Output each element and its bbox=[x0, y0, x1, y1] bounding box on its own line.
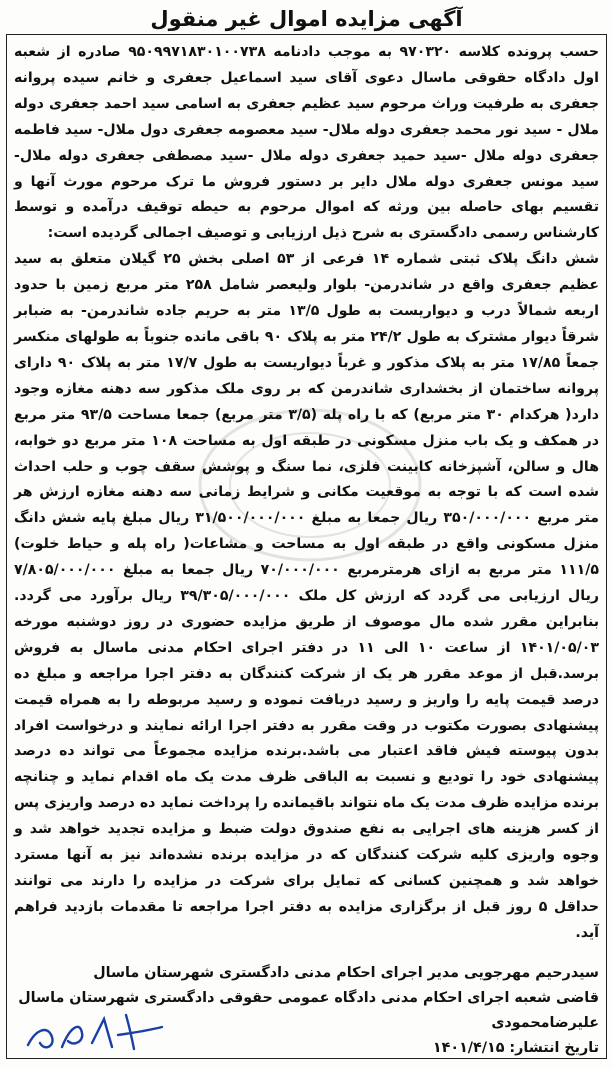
notice-title: آگهی مزایده اموال غیر منقول bbox=[150, 7, 463, 31]
notice-paragraph-intro: حسب پرونده کلاسه ۹۷۰۳۲۰ به موجب دادنامه ۹۵۰۹۹۷۱۸۳۰۱۰۰۷۳۸ صادره از شعبه اول دادگاه حقوقی ماسال دعوی آقای سید اسماعیل جعفری و خانم سیده پروانه جعفری به طرفیت وراث مرحوم سید عظیم جعفری به اسامی سید احمد جعفری دوله ملال - سید نور محمد جعفری دوله ملال- سید معصومه جعفری دول ملال- سید فاطمه جعفری دوله ملال -سید حمید جعفری دوله ملال -سید مصطفی جعفری دوله ملال- سید مونس جعفری دوله ملال دایر بر دستور فروش ما ترک مرحوم مورث آنها و تقسیم بهای حاصله بین ورثه که اموال مرحوم به حیطه توقیف درآمده و توسط کارشناس رسمی دادگستری به شرح ذیل ارزیابی و توصیف اجمالی گردیده است: bbox=[14, 44, 599, 242]
publish-date: تاریخ انتشار: ۱۴۰۱/۴/۱۵ bbox=[432, 1039, 599, 1056]
notice-paragraph-details: شش دانگ پلاک ثبتی شماره ۱۴ فرعی از ۵۳ اصلی بخش ۲۵ گیلان متعلق به سید عظیم جعفری واقع در شاندرمن- بلوار ولیعصر شامل ۲۵۸ متر مربع زمین با حدود اربعه شمالاً درب و دیواریست به طول ۱۳/۵ متر به حریم جاده شاندرمن- به ضبابر شرقاً دیوار مشترک به طول ۲۴/۲ متر به پلاک ۹۰ باقی مانده جنوباً به طولهای منکسر جمعاً ۱۷/۸۵ متر به پلاک مذکور و غرباً دیواریست به طول ۱۷/۷ متر به پلاک ۹۰ دارای پروانه ساختمان از بخشداری شاندرمن که بر روی ملک مذکور سه دهنه مغازه وجود دارد( هرکدام ۳۰ متر مربع) که با راه پله (۳/۵ متر مربع) جمعا مساحت ۹۳/۵ متر مربع در همکف و یک باب منزل مسکونی در طبقه اول به مساحت ۱۰۸ متر مربع دو خوابه، هال و سالن، آشپزخانه کابینت فلزی، نما سنگ و پوشش سقف چوب و حلب احداث شده است که با توجه به موقعیت مکانی و شرایط زمانی سه دهنه مغازه ارزش هر متر مربع ۳۵۰/۰۰۰/۰۰۰ ریال جمعا به مبلغ ۳۱/۵۰۰/۰۰۰/۰۰۰ ریال مبلغ پایه شش دانگ منزل مسکونی واقع در طبقه اول به مساحت و مشاعات( راه پله و حیاط خلوت) ۱۱۱/۵ متر مربع به ازای هرمترمربع ۷۰/۰۰۰/۰۰۰ ریال جمعا به مبلغ ۷/۸۰۵/۰۰۰/۰۰۰ ریال ارزیابی می گردد که ارزش کل ملک ۳۹/۳۰۵/۰۰۰/۰۰۰ ریال برآورد می گردد. بنابراین مقرر شده مال موصوف از طریق مزایده حضوری در روز دوشنبه مورخه ۱۴۰۱/۰۵/۰۳ از ساعت ۱۰ الی ۱۱ در دفتر اجرای احکام مدنی ماسال به فروش برسد.قبل از موعد مقرر هر یک از شرکت کنندگان به دفتر اجرا مراجعه و مبلغ ده درصد قیمت پایه را واریز و رسید دریافت نموده و رسید مربوطه را به همراه قیمت پیشنهادی بصورت مکتوب در وقت مقرر به دفتر اجرا ارائه نمایند و درخواست افراد بدون پیوسته فیش فاقد اعتبار می باشد.برنده مزایده مجموعاً می تواند ده درصد پیشنهادی خود را تودیع و نسبت به الباقی ظرف مدت یک ماه اقدام نماید و چنانچه برنده مزایده ظرف مدت یک ماه نتواند باقیمانده را پرداخت نماید ده درصد واریزی پس از کسر هزینه های اجرایی به نفع صندوق دولت ضبط و مزایده تجدید خواهد شد و وجوه واریزی کلیه شرکت کنندگان که در مزایده برنده نشده‌اند نیز به آنها مسترد خواهد شد و همچنین کسانی که تمایل برای شرکت در مزایده را دارند می توانند حداقل ۵ روز قبل از برگزاری مزایده به دفتر اجرا مراجعه تا مقدمات بازدید فراهم آید. bbox=[14, 251, 600, 941]
signature-line-manager: سیدرحیم مهرجویی مدیر اجرای احکام مدنی دادگستری شهرستان ماسال bbox=[93, 964, 599, 981]
notice-body bbox=[14, 40, 599, 947]
handwritten-note-icon bbox=[22, 1007, 172, 1055]
signature-line-judge-title: قاضی شعبه اجرای احکام مدنی دادگاه عمومی حقوقی دادگستری شهرستان ماسال bbox=[18, 989, 599, 1006]
signature-line-judge-name: علیرضامحمودی bbox=[491, 1014, 599, 1031]
